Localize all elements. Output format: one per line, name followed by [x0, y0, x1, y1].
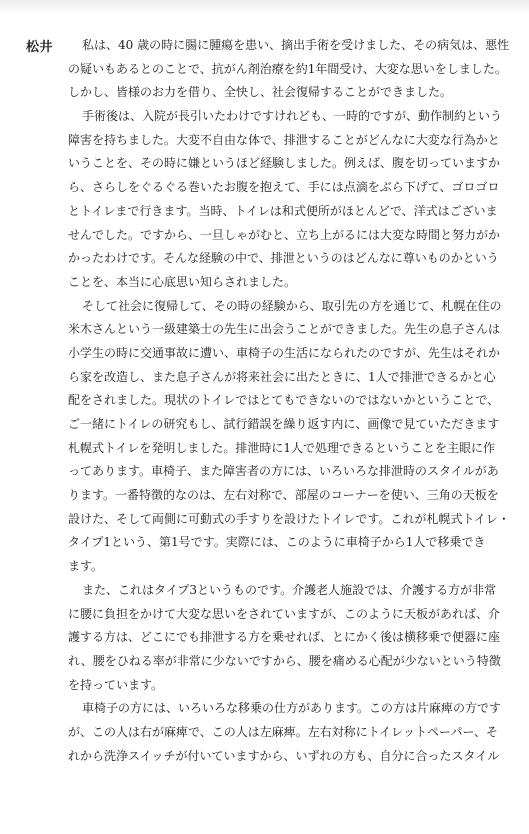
text-line: タイプ1という、第1号です。実際には、このように車椅子から1人で移乗でき — [68, 535, 486, 550]
text-line: ご一緒にトイレの研究もし、試行錯誤を繰り返す内に、画像で見ていただきます — [68, 417, 500, 431]
text-line: ります。一番特徴的なのは、左右対称で、部屋のコーナーを使い、三角の天板を — [68, 488, 499, 503]
text-line: ら、さらしをぐるぐる巻いたお腹を抱えて、手には点滴をぶら下げて、ゴロゴロ — [68, 180, 500, 195]
text-line: 札幌式トイレを発明しました。排泄時に1人で処理できるということを主眼に作 — [68, 440, 496, 455]
text-line: とトイレまで行きます。当時、トイレは和式便所がほとんどで、洋式はございま — [68, 203, 498, 218]
text-line: ます。 — [68, 559, 104, 574]
text-line: せんでした。ですから、一旦しゃがむと、立ち上がるには大変な時間と努力がか — [68, 227, 501, 242]
text-line: いうことを、その時に嫌というほど経験しました。例えば、腹を切っていますか — [68, 156, 501, 171]
text-line: れから洗浄スイッチが付いていますから、いずれの方も、自分に合ったスタイル — [68, 748, 500, 763]
text-line: 米木さんという一級建築士の先生に出会うことができました。先生の息子さんは — [68, 322, 501, 337]
text-line: 小学生の時に交通事故に遭い、車椅子の生活になられたのですが、先生はそれか — [68, 345, 501, 360]
text-line: ら家を改造し、また息子さんが将来社会に出たときに、1人で排泄できるかと心 — [68, 369, 496, 384]
text-line: かったわけです。そんな経験の中で、排泄というのはどんなに尊いものかという — [68, 251, 499, 266]
text-line: が、この人は右が麻痺で、この人は左麻痺。左右対称にトイレットペーパー、そ — [68, 724, 498, 739]
text-line: に腰に負担をかけて大変な思いをされていますが、このように天板があれば、介 — [68, 606, 501, 621]
text-line: 私は、40 歳の時に腸に腫瘍を患い、摘出手術を受けました、その病気は、悪性 — [82, 38, 510, 52]
text-line: 設けた、そして両側に可動式の手すりを設けたトイレです。これが札幌式トイレ・ — [68, 511, 510, 526]
text-line: しかし、皆様のお力を借り、全快し、社会復帰することができました。 — [68, 85, 453, 100]
text-line: 配をされました。現状のトイレではとてもできないのではないかということで、 — [68, 393, 500, 408]
text-line: ってあります。車椅子、また障害者の方には、いろいろな排泄時のスタイルがあ — [68, 464, 499, 479]
text-line: を持っています。 — [68, 677, 164, 692]
text-line: そして社会に復帰して、その時の経験から、取引先の方を通じて、札幌在住の — [82, 298, 502, 313]
speaker-name: 松井 — [26, 40, 54, 55]
text-line: ことを、本当に心底思い知らされました。 — [68, 274, 297, 289]
text-line: 車椅子の方には、いろいろな移乗の仕方があります。この方は片麻痺の方です — [82, 701, 502, 716]
text-line: の疑いもあるとのことで、抗がん剤治療を約1年間受け、大変な思いをしました。 — [68, 61, 507, 76]
text-line: 手術後は、入院が長引いたわけですけれども、一時的ですが、動作制約という — [82, 109, 503, 124]
text-line: 護する方は、どこにでも排泄する方を乗せれば、とにかく後は横移乗で便器に座 — [68, 630, 501, 645]
text-line: また、これはタイプ3というものです。介護老人施設では、介護する方が非常 — [82, 582, 497, 597]
text-line: れ、腰をひねる率が非常に少ないですから、腰を痛める心配が少ないという特徴 — [68, 653, 501, 668]
text-line: 障害を持ちました。大変不自由な体で、排泄することがどんなに大変な行為かと — [68, 132, 500, 147]
transcript-body — [68, 34, 516, 768]
